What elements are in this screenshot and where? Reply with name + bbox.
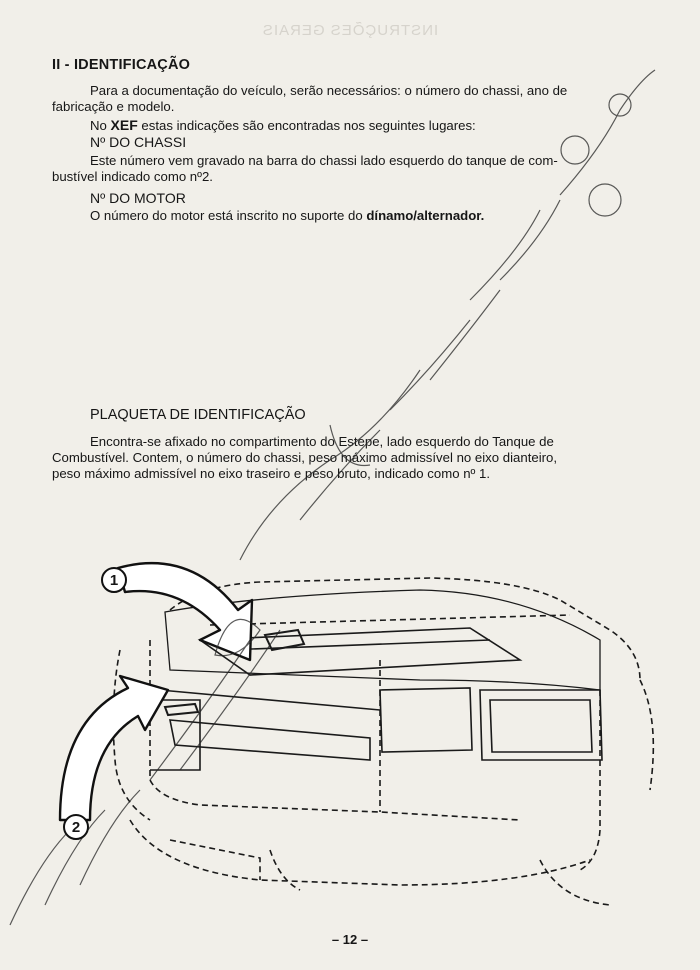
xef-model: XEF xyxy=(110,117,138,133)
bleed-through-header: INSTRUÇÕES GERAIS xyxy=(261,22,439,39)
intro-line-1: Para a documentação do veículo, serão necessários: o número do chassi, ano de xyxy=(90,83,568,98)
motor-text-bold: dínamo/alternador. xyxy=(366,208,485,223)
watermark xyxy=(10,70,655,925)
plaqueta-line-2: Combustível. Contem, o número do chassi, peso máximo admissível no eixo dianteiro, xyxy=(52,450,558,465)
plaqueta-title: PLAQUETA DE IDENTIFICAÇÃO xyxy=(90,407,306,423)
callout-1: 1 xyxy=(101,567,127,593)
xef-prefix: No xyxy=(90,118,111,133)
page-number: – 12 – xyxy=(331,932,369,947)
callout-2: 2 xyxy=(63,814,89,840)
chassi-line-1: Este número vem gravado na barra do chassi lado esquerdo do tanque de com- xyxy=(90,153,558,168)
section-title: II - IDENTIFICAÇÃO xyxy=(52,57,191,73)
arrow-2-icon xyxy=(60,676,168,820)
chassi-title: Nº DO CHASSI xyxy=(90,134,187,150)
plaqueta-line-3: peso máximo admissível no eixo traseiro e peso bruto, indicado como nº 1. xyxy=(52,466,491,481)
motor-title: Nº DO MOTOR xyxy=(90,190,186,206)
plaqueta-line-1: Encontra-se afixado no compartimento do Estepe, lado esquerdo do Tanque de xyxy=(90,434,554,449)
chassi-line-2: bustível indicado como nº2. xyxy=(52,169,213,184)
motor-text-prefix: O número do motor está inscrito no suporte do xyxy=(90,208,367,223)
xef-suffix: estas indicações são encontradas nos seguintes lugares: xyxy=(137,118,476,133)
arrow-1-icon xyxy=(118,563,252,660)
intro-line-2: fabricação e modelo. xyxy=(52,99,175,114)
